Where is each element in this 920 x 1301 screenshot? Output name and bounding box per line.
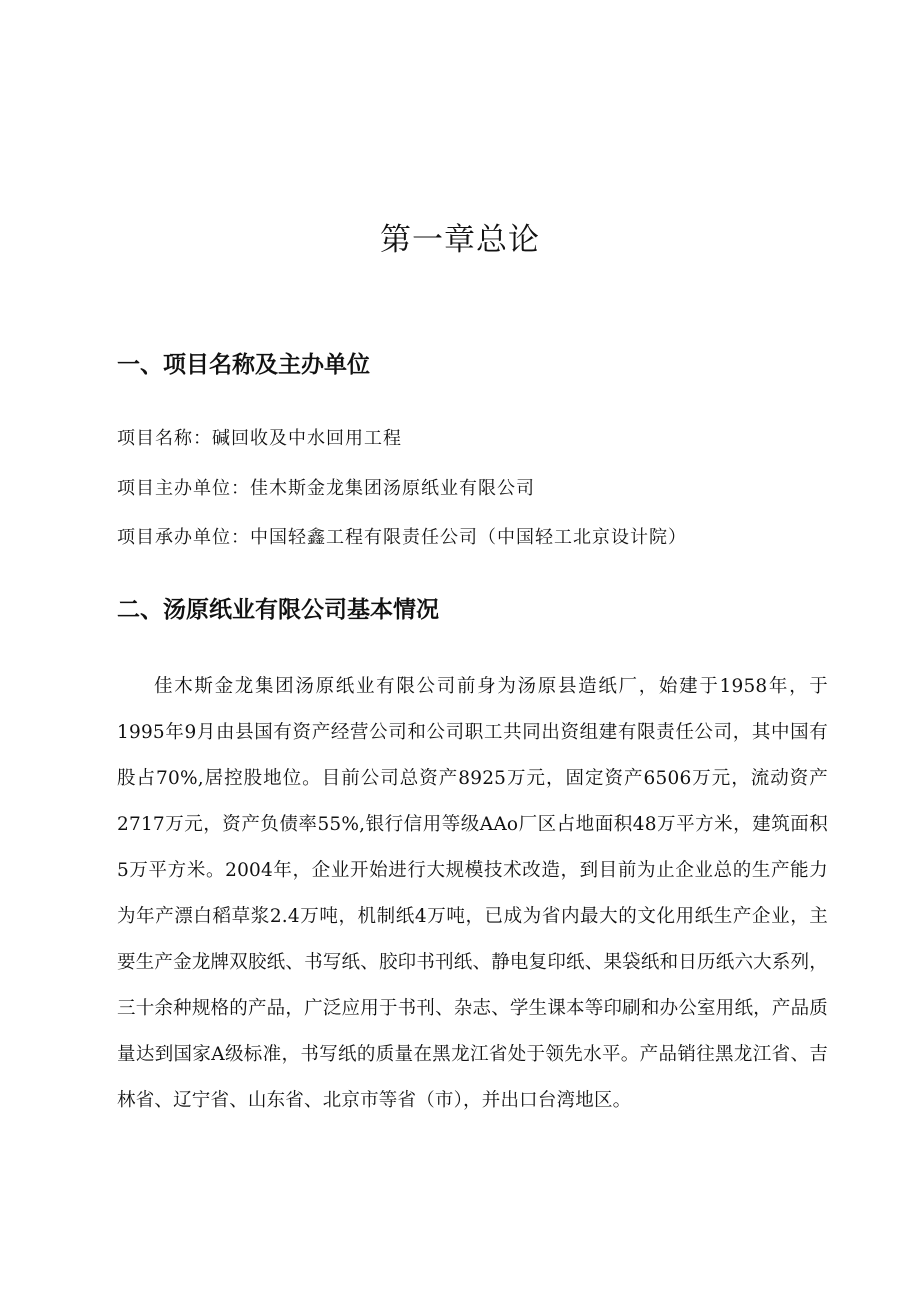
section-heading-company-overview: 二、汤原纸业有限公司基本情况 <box>117 597 439 623</box>
section-heading-project-info: 一、项目名称及主办单位 <box>117 352 370 378</box>
project-sponsor-value: 佳木斯金龙集团汤原纸业有限公司 <box>250 478 535 499</box>
project-name-label: 项目名称： <box>117 428 212 449</box>
project-contractor-label: 项目承办单位： <box>117 527 250 548</box>
project-name-line <box>117 426 402 452</box>
project-sponsor-line <box>117 476 535 502</box>
project-name-value: 碱回收及中水回用工程 <box>212 428 402 449</box>
company-overview-paragraph: 佳木斯金龙集团汤原纸业有限公司前身为汤原县造纸厂，始建于1958年，于1995年9月由县国有资产经营公司和公司职工共同出资组建有限责任公司，其中国有股占70%,居控股地位。目前公司总资产8925万元，固定资产6506万元，流动资产2717万元，资产负债率55%,银行信用等级AAo厂区占地面积48万平方米，建筑面积5万平方米。2004年，企业开始进行大规模技术改造，到目前为止企业总的生产能力为年产漂白稻草浆2.4万吨，机制纸4万吨，已成为省内最大的文化用纸生产企业，主要生产金龙牌双胶纸、书写纸、胶印书刊纸、静电复印纸、果袋纸和日历纸六大系列，三十余种规格的产品，广泛应用于书刊、杂志、学生课本等印刷和办公室用纸，产品质量达到国家A级标准，书写纸的质量在黑龙江省处于领先水平。产品销往黑龙江省、吉林省、辽宁省、山东省、北京市等省（市），并出口台湾地区。 <box>117 676 828 1111</box>
project-sponsor-label: 项目主办单位： <box>117 478 250 499</box>
project-contractor-line <box>117 525 687 551</box>
project-contractor-value: 中国轻鑫工程有限责任公司（中国轻工北京设计院） <box>250 527 687 548</box>
chapter-title: 第一章总论 <box>380 222 540 258</box>
